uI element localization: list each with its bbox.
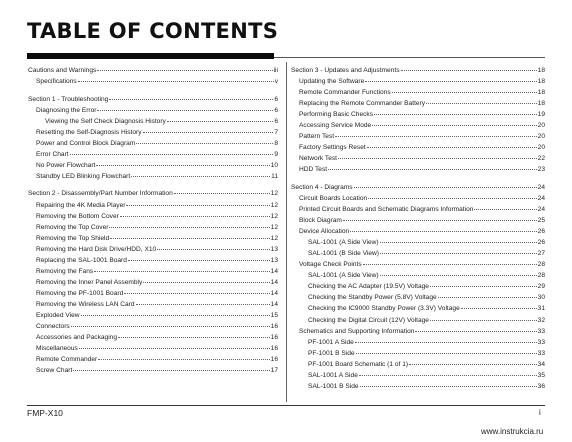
dot-leader: [136, 143, 273, 144]
toc-entry-label: SAL-1001 A Side: [308, 371, 358, 379]
toc-entry-label: Removing the PF-1001 Board: [36, 289, 124, 297]
toc-entry-label: Printed Circuit Boards and Schematic Diagrams Information: [299, 206, 474, 214]
toc-entry-page: 28: [537, 272, 545, 280]
toc-entry-page: 19: [537, 111, 545, 119]
toc-section-entry[interactable]: [28, 94, 278, 105]
toc-entry[interactable]: [28, 255, 278, 266]
toc-entry-label: Factory Settings Reset: [299, 144, 366, 152]
dot-leader: [126, 205, 269, 206]
toc-entry-label: Device Allocation: [299, 228, 350, 236]
toc-entry-label: Updating the Software: [299, 78, 365, 86]
toc-entry[interactable]: [28, 299, 278, 310]
toc-entry-label: PF-1001 Board Schematic (1 of 1): [308, 360, 409, 368]
dot-leader: [355, 342, 537, 343]
toc-entry[interactable]: [28, 288, 278, 299]
toc-entry-page: 8: [274, 139, 278, 147]
footer-page-number: i: [539, 408, 541, 417]
toc-entry-page: 27: [537, 250, 545, 258]
dot-leader: [461, 308, 537, 309]
page-title: TABLE OF CONTENTS: [27, 19, 279, 43]
toc-entry-label: Remote Commander Functions: [299, 89, 391, 97]
toc-entry[interactable]: [28, 277, 278, 288]
dot-leader: [392, 92, 537, 93]
toc-entry-label: SAL-1001 (A Side View): [308, 272, 379, 280]
toc-entry[interactable]: [291, 259, 545, 270]
toc-section-entry[interactable]: [291, 182, 545, 193]
toc-entry-page: 6: [274, 106, 278, 114]
toc-entry-page: 20: [537, 133, 545, 141]
dot-leader: [426, 103, 537, 104]
toc-entry[interactable]: [28, 365, 278, 376]
toc-section-entry[interactable]: [291, 65, 545, 76]
toc-entry-page: 22: [537, 155, 545, 163]
toc-entry[interactable]: [291, 370, 545, 381]
toc-entry-label: Cautions and Warnings: [28, 67, 97, 74]
toc-entry-label: SAL-1001 B Side: [308, 382, 359, 390]
toc-entry-label: Section 4 - Diagrams: [291, 183, 353, 191]
dot-leader: [124, 293, 269, 294]
toc-entry[interactable]: [291, 248, 545, 259]
toc-entry-page: 18: [537, 67, 545, 74]
toc-entry-label: Remote Commander: [36, 356, 98, 364]
toc-entry-label: Miscellaneous: [36, 345, 78, 353]
toc-entry-page: 36: [537, 382, 545, 390]
dot-leader: [343, 220, 537, 221]
column-divider: [286, 62, 287, 402]
toc-entry-page: 7: [274, 128, 278, 136]
dot-leader: [110, 238, 269, 239]
toc-entry-page: 28: [537, 261, 545, 269]
dot-leader: [79, 348, 270, 349]
dot-leader: [98, 359, 269, 360]
toc-entry-label: Error Chart: [36, 150, 69, 158]
dot-leader: [363, 264, 537, 265]
toc-entry-label: PF-1001 A Side: [308, 338, 354, 346]
toc-entry-page: 12: [270, 190, 278, 198]
toc-entry-page: 16: [270, 323, 278, 331]
toc-entry-label: Checking the Digital Circuit (12V) Voltage: [308, 316, 429, 324]
toc-entry[interactable]: [291, 359, 545, 370]
toc-entry-label: Removing the Top Shield: [36, 234, 110, 242]
dot-leader: [157, 249, 269, 250]
dot-leader: [354, 187, 537, 188]
toc-entry-label: Replacing the SAL-1001 Board: [36, 256, 127, 264]
toc-entry-page: 23: [537, 166, 545, 174]
toc-entry-page: 26: [537, 228, 545, 236]
toc-entry-label: Removing the Inner Panel Assembly: [36, 278, 143, 286]
toc-entry[interactable]: [28, 171, 278, 182]
dot-leader: [350, 231, 536, 232]
dot-leader: [409, 364, 537, 365]
toc-entry-page: 12: [270, 201, 278, 209]
dot-leader: [97, 110, 273, 111]
toc-entry-page: 31: [537, 305, 545, 313]
dot-leader: [143, 132, 274, 133]
toc-entry-page: 6: [274, 95, 278, 103]
toc-entry-label: Checking the AC Adapter (19.5V) Voltage: [308, 283, 429, 291]
toc-entry[interactable]: [291, 303, 545, 314]
toc-entry-page: 20: [537, 144, 545, 152]
toc-entry-label: Network Test: [299, 155, 337, 163]
toc-entry[interactable]: [28, 76, 278, 87]
toc-entry[interactable]: [291, 215, 545, 226]
toc-entry-label: Repairing the 4K Media Player: [36, 201, 126, 209]
toc-entry[interactable]: [291, 315, 545, 326]
dot-leader: [167, 121, 274, 122]
toc-entry-label: Removing the Wireless LAN Card: [36, 300, 135, 308]
toc-entry[interactable]: [28, 354, 278, 365]
dot-leader: [109, 227, 269, 228]
toc-entry-page: 33: [537, 327, 545, 335]
toc-entry-page: 13: [270, 256, 278, 264]
toc-entry-page: 29: [537, 283, 545, 291]
dot-leader: [359, 375, 537, 376]
toc-entry[interactable]: [28, 343, 278, 354]
toc-entry[interactable]: [291, 270, 545, 281]
toc-entry[interactable]: [28, 266, 278, 277]
dot-leader: [338, 158, 537, 159]
toc-entry-label: Circuit Boards Location: [299, 195, 368, 203]
toc-entry[interactable]: [291, 153, 545, 164]
toc-entry-page: 25: [537, 217, 545, 225]
toc-entry[interactable]: [28, 149, 278, 160]
dot-leader: [96, 165, 269, 166]
dot-leader: [94, 271, 269, 272]
toc-entry[interactable]: [291, 193, 545, 204]
toc-section-entry[interactable]: [28, 188, 278, 199]
toc-entry[interactable]: [291, 281, 545, 292]
toc-right-column: [291, 65, 545, 392]
toc-entry[interactable]: [291, 292, 545, 303]
toc-entry[interactable]: [291, 142, 545, 153]
toc-entry-page: 33: [537, 349, 545, 357]
dot-leader: [73, 370, 269, 371]
toc-entry[interactable]: [291, 226, 545, 237]
toc-entry-page: 12: [270, 234, 278, 242]
dot-leader: [128, 260, 270, 261]
toc-entry-label: Exploded View: [36, 311, 80, 319]
dot-leader: [78, 81, 274, 82]
toc-entry[interactable]: [28, 105, 278, 116]
dot-leader: [372, 125, 536, 126]
dot-leader: [174, 193, 270, 194]
toc-entry-page: 33: [537, 338, 545, 346]
toc-entry[interactable]: [28, 160, 278, 171]
toc-entry-page: 16: [270, 334, 278, 342]
toc-entry[interactable]: [28, 211, 278, 222]
toc-entry-page: v: [274, 78, 278, 86]
toc-entry-page: 14: [270, 278, 278, 286]
toc-entry-label: HDD Test: [299, 166, 328, 174]
dot-leader: [365, 81, 536, 82]
toc-entry-page: 14: [270, 300, 278, 308]
toc-entry-label: Checking the Standby Power (5.8V) Voltage: [308, 294, 437, 302]
toc-entry[interactable]: [291, 204, 545, 215]
toc-entry-label: Accessing Service Mode: [299, 122, 372, 130]
dot-leader: [360, 386, 537, 387]
title-rule-thick: [27, 53, 274, 59]
toc-entry[interactable]: [28, 233, 278, 244]
toc-entry-page: 9: [274, 150, 278, 158]
toc-entry-page: 15: [270, 311, 278, 319]
toc-entry[interactable]: [28, 244, 278, 255]
toc-entry-page: 18: [537, 89, 545, 97]
dot-leader: [131, 176, 270, 177]
toc-entry-page: 34: [537, 360, 545, 368]
toc-entry-page: 35: [537, 371, 545, 379]
dot-leader: [401, 70, 537, 71]
toc-entry-label: Block Diagram: [299, 217, 342, 225]
toc-entry-label: Checking the IC9000 Standby Power (3.3V) Voltage: [308, 305, 460, 313]
dot-leader: [356, 353, 537, 354]
toc-entry-label: Replacing the Remote Commander Battery: [299, 100, 426, 108]
toc-entry[interactable]: [28, 310, 278, 321]
toc-entry-label: SAL-1001 (A Side View): [308, 239, 379, 247]
toc-entry-label: Schematics and Supporting Information: [299, 327, 415, 335]
toc-entry-label: Specifications: [36, 78, 77, 86]
toc-entry[interactable]: [291, 381, 545, 392]
toc-entry-page: 16: [270, 345, 278, 353]
dot-leader: [438, 297, 537, 298]
toc-entry-page: 16: [270, 356, 278, 364]
toc-entry-label: Accessories and Packaging: [36, 334, 118, 342]
toc-entry-page: 18: [537, 100, 545, 108]
footer-rule: [27, 405, 545, 406]
dot-leader: [120, 216, 270, 217]
toc-entry-page: 11: [271, 172, 278, 180]
dot-leader: [335, 136, 537, 137]
toc-entry-label: Power and Control Block Diagram: [36, 139, 136, 147]
toc-entry[interactable]: [28, 138, 278, 149]
toc-entry-page: 12: [270, 212, 278, 220]
dot-leader: [474, 209, 536, 210]
toc-entry-page: 14: [270, 267, 278, 275]
toc-entry-label: Section 3 - Updates and Adjustments: [291, 67, 400, 74]
toc-entry-page: 32: [537, 316, 545, 324]
toc-entry-page: 6: [274, 117, 278, 125]
toc-entry[interactable]: [28, 200, 278, 211]
toc-entry-label: Removing the Fans: [36, 267, 94, 275]
toc-entry-page: 13: [270, 245, 278, 253]
toc-entry-label: Pattern Test: [299, 133, 335, 141]
dot-leader: [380, 242, 537, 243]
dot-leader: [415, 331, 536, 332]
toc-entry[interactable]: [291, 131, 545, 142]
toc-entry[interactable]: [291, 337, 545, 348]
toc-entry[interactable]: [291, 109, 545, 120]
dot-leader: [368, 198, 536, 199]
toc-entry-label: Resetting the Self-Diagnosis History: [36, 128, 142, 136]
dot-leader: [143, 282, 269, 283]
toc-entry-label: Connectors: [36, 323, 70, 331]
toc-entry-label: Screw Chart: [36, 367, 73, 375]
toc-left-column: [28, 65, 278, 376]
toc-entry-label: No Power Flowchart: [36, 161, 96, 169]
toc-entry-label: Viewing the Self Check Diagnosis History: [45, 117, 166, 125]
toc-entry-page: 30: [537, 294, 545, 302]
dot-leader: [118, 337, 270, 338]
toc-entry[interactable]: [28, 321, 278, 332]
dot-leader: [380, 253, 537, 254]
toc-entry[interactable]: [291, 326, 545, 337]
toc-entry-page: 24: [537, 195, 545, 203]
toc-entry-page: 17: [270, 367, 278, 375]
dot-leader: [70, 154, 274, 155]
dot-leader: [71, 326, 270, 327]
toc-entry-page: iii: [273, 67, 278, 74]
toc-entry-label: Removing the Bottom Cover: [36, 212, 119, 220]
dot-leader: [328, 169, 537, 170]
toc-entry[interactable]: [28, 116, 278, 127]
toc-entry-page: 14: [270, 289, 278, 297]
toc-entry[interactable]: [28, 127, 278, 138]
toc-entry-label: Performing Basic Checks: [299, 111, 374, 119]
toc-entry-label: PF-1001 B Side: [308, 349, 355, 357]
dot-leader: [430, 320, 537, 321]
toc-entry[interactable]: [291, 98, 545, 109]
toc-entry-page: 24: [537, 183, 545, 191]
toc-entry-page: 26: [537, 239, 545, 247]
toc-entry-page: 24: [537, 206, 545, 214]
dot-leader: [109, 99, 273, 100]
toc-entry-page: 12: [270, 223, 278, 231]
dot-leader: [367, 147, 537, 148]
toc-entry-page: 20: [537, 122, 545, 130]
toc-entry-label: SAL-1001 (B Side View): [308, 250, 379, 258]
toc-entry-label: Removing the Hard Disk Drive/HDD, X10: [36, 245, 157, 253]
dot-leader: [81, 315, 270, 316]
toc-section-entry[interactable]: [28, 65, 278, 76]
dot-leader: [136, 304, 270, 305]
toc-entry[interactable]: [291, 164, 545, 175]
toc-entry[interactable]: [291, 120, 545, 131]
footer-model-name: FMP-X10: [27, 408, 63, 418]
toc-entry[interactable]: [28, 332, 278, 343]
dot-leader: [430, 286, 537, 287]
toc-entry[interactable]: [291, 348, 545, 359]
toc-entry[interactable]: [28, 222, 278, 233]
toc-entry-label: Diagnosing the Error: [36, 106, 97, 114]
toc-entry-label: Standby LED Blinking Flowchart: [36, 172, 131, 180]
toc-entry-page: 10: [270, 161, 278, 169]
dot-leader: [380, 275, 537, 276]
dot-leader: [97, 70, 272, 71]
toc-entry-label: Removing the Top Cover: [36, 223, 109, 231]
title-rule-thin: [274, 57, 545, 58]
dot-leader: [374, 114, 537, 115]
toc-entry[interactable]: [291, 76, 545, 87]
toc-entry[interactable]: [291, 237, 545, 248]
toc-entry-label: Section 2 - Disassembly/Part Number Information: [28, 190, 173, 198]
watermark-url: www.instrukcia.ru: [481, 427, 544, 436]
toc-entry-page: 18: [537, 78, 545, 86]
toc-entry[interactable]: [291, 87, 545, 98]
toc-entry-label: Voltage Check Points: [299, 261, 362, 269]
toc-entry-label: Section 1 - Troubleshooting: [28, 95, 109, 103]
